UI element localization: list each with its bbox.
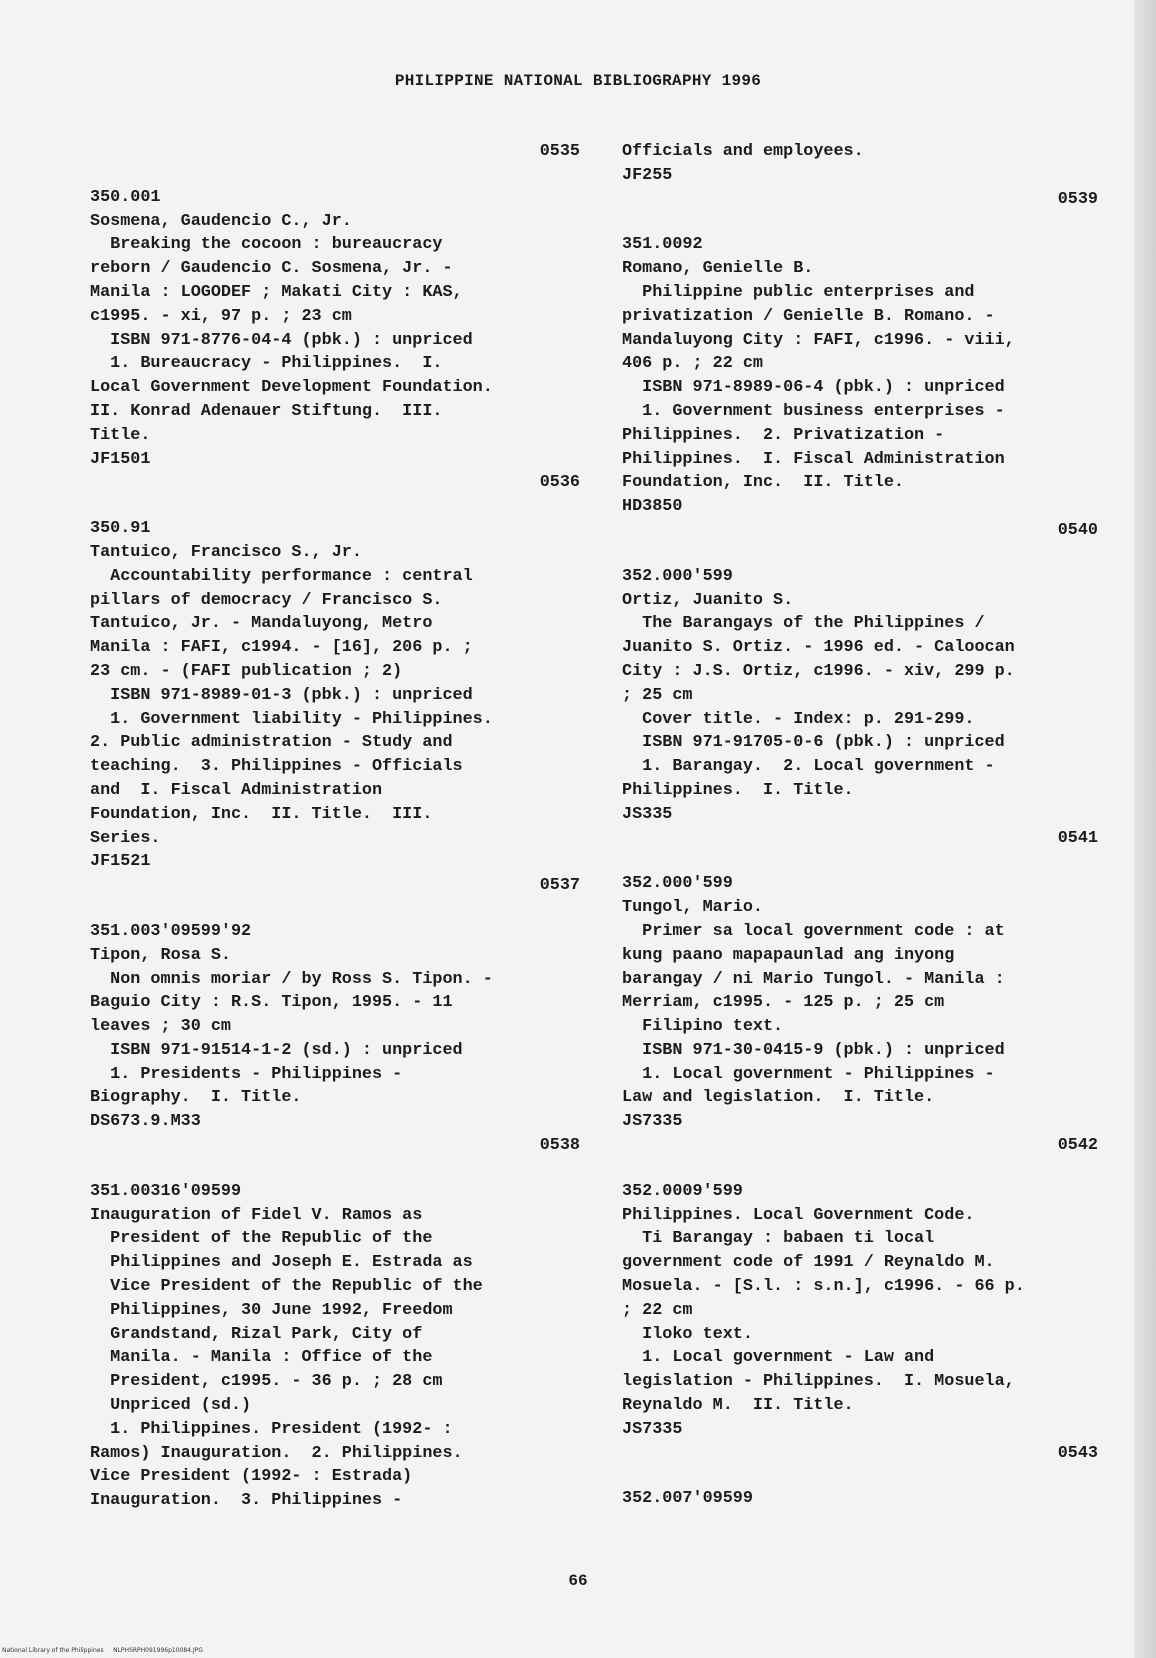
entry-line: Vice President of the Republic of the	[90, 1277, 483, 1297]
entry-number: 0540	[1057, 520, 1098, 540]
entry-line: 406 p. ; 22 cm	[622, 354, 763, 374]
entry-line: 1. Presidents - Philippines -	[90, 1064, 403, 1084]
entry-line: Manila : FAFI, c1994. - [16], 206 p. ;	[90, 638, 473, 658]
call-number: 352.000'599	[622, 566, 733, 586]
entry-line: JF1501	[90, 449, 151, 469]
entry-line: Philippines. I. Title.	[622, 780, 854, 800]
entry-number: 0541	[1057, 828, 1098, 848]
entry-line: Local Government Development Foundation.	[90, 378, 493, 398]
continued-line: JF255	[622, 165, 673, 185]
entry-line: HD3850	[622, 497, 683, 517]
entry-line: Title.	[90, 425, 151, 445]
entry-line: Manila. - Manila : Office of the	[90, 1348, 433, 1368]
entry-line: Tantuico, Francisco S., Jr.	[90, 542, 362, 562]
entry-line: Baguio City : R.S. Tipon, 1995. - 11	[90, 993, 453, 1013]
entry-line: 1. Barangay. 2. Local government -	[622, 757, 995, 777]
entry-line: 23 cm. - (FAFI publication ; 2)	[90, 661, 403, 681]
entry-line: Mandaluyong City : FAFI, c1996. - viii,	[622, 330, 1015, 350]
entry-line: Ramos) Inauguration. 2. Philippines.	[90, 1443, 463, 1463]
entry-line: reborn / Gaudencio C. Sosmena, Jr. -	[90, 259, 453, 279]
entry-line: Reynaldo M. II. Title.	[622, 1396, 854, 1416]
entry-number: 0535	[539, 142, 580, 161]
call-number: 352.000'599	[622, 874, 733, 894]
entry-line: Filipino text.	[622, 1017, 784, 1037]
scan-credit: National Library of the Philippines NLPHSRPH091996p10084.JPG	[2, 1647, 203, 1654]
entry-line: 2. Public administration - Study and	[90, 733, 453, 753]
entry-line: Philippines. Local Government Code.	[622, 1205, 975, 1225]
entry-line: government code of 1991 / Reynaldo M.	[622, 1253, 995, 1273]
entry-line: Sosmena, Gaudencio C., Jr.	[90, 211, 352, 231]
entry-line: c1995. - xi, 97 p. ; 23 cm	[90, 306, 352, 326]
entry-line: ISBN 971-91514-1-2 (sd.) : unpriced	[90, 1040, 463, 1060]
entry-number: 0543	[1057, 1443, 1098, 1463]
entry-line: City : J.S. Ortiz, c1996. - xiv, 299 p.	[622, 661, 1015, 681]
entry-line: Primer sa local government code : at	[622, 921, 1005, 941]
entry-line: Vice President (1992- : Estrada)	[90, 1467, 413, 1487]
entry-line: Foundation, Inc. II. Title. III.	[90, 804, 433, 824]
entry-line: pillars of democracy / Francisco S.	[90, 590, 443, 610]
entry-line: ISBN 971-30-0415-9 (pbk.) : unpriced	[622, 1040, 1005, 1060]
entry-line: DS673.9.M33	[90, 1112, 201, 1132]
entry-line: Romano, Genielle B.	[622, 259, 814, 279]
entry-line: ISBN 971-8989-01-3 (pbk.) : unpriced	[90, 685, 473, 705]
entry-line: 1. Local government - Law and	[622, 1348, 935, 1368]
entry-line: Philippines and Joseph E. Estrada as	[90, 1253, 473, 1273]
entry-line: JS7335	[622, 1419, 683, 1439]
continued-line: Officials and employees.	[622, 142, 864, 161]
entry-line: President, c1995. - 36 p. ; 28 cm	[90, 1372, 443, 1392]
entry-line: ISBN 971-8989-06-4 (pbk.) : unpriced	[622, 378, 1005, 398]
entry-line: Ti Barangay : babaen ti local	[622, 1229, 935, 1249]
entry-line: Series.	[90, 828, 161, 848]
entry-line: Tipon, Rosa S.	[90, 945, 231, 965]
entry-line: Tantuico, Jr. - Mandaluyong, Metro	[90, 614, 433, 634]
entry-line: legislation - Philippines. I. Mosuela,	[622, 1372, 1015, 1392]
entry-line: Biography. I. Title.	[90, 1088, 302, 1108]
entry-line: Non omnis moriar / by Ross S. Tipon. -	[90, 969, 493, 989]
entry-line: Iloko text.	[622, 1324, 753, 1344]
left-column	[90, 140, 580, 1513]
page-edge-shadow	[1134, 0, 1156, 1658]
entry-number: 0539	[1057, 189, 1098, 209]
entry-line: Accountability performance : central	[90, 566, 473, 586]
entry-line: Breaking the cocoon : bureaucracy	[90, 235, 443, 255]
entry-line: President of the Republic of the	[90, 1229, 433, 1249]
entry-line: Foundation, Inc. II. Title.	[622, 473, 904, 493]
entry-line: Inauguration. 3. Philippines -	[90, 1491, 403, 1511]
entry-line: and I. Fiscal Administration	[90, 780, 383, 800]
call-number: 350.001	[90, 187, 161, 207]
entry-line: barangay / ni Mario Tungol. - Manila :	[622, 969, 1005, 989]
entry-line: Philippines. I. Fiscal Administration	[622, 449, 1005, 469]
entry-number: 0536	[539, 473, 580, 493]
call-number: 352.007'09599	[622, 1489, 753, 1509]
page-number: 66	[568, 1572, 588, 1590]
entry-line: The Barangays of the Philippines /	[622, 614, 985, 634]
entry-line: kung paano mapapaunlad ang inyong	[622, 945, 955, 965]
entry-line: JS7335	[622, 1112, 683, 1132]
call-number: 350.91	[90, 519, 151, 539]
call-number: 351.003'09599'92	[90, 921, 252, 941]
entry-line: 1. Bureaucracy - Philippines. I.	[90, 354, 443, 374]
call-number: 351.0092	[622, 235, 703, 255]
entry-line: teaching. 3. Philippines - Officials	[90, 757, 463, 777]
entry-line: Tungol, Mario.	[622, 898, 763, 918]
entry-line: ; 22 cm	[622, 1300, 693, 1320]
entry-number: 0537	[539, 876, 580, 896]
entry-line: ; 25 cm	[622, 685, 693, 705]
entry-line: Ortiz, Juanito S.	[622, 590, 794, 610]
entry-line: JF1521	[90, 852, 151, 872]
entry-line: Juanito S. Ortiz. - 1996 ed. - Caloocan	[622, 638, 1015, 658]
call-number: 351.00316'09599	[90, 1181, 242, 1201]
entry-line: 1. Local government - Philippines -	[622, 1064, 995, 1084]
entry-line: Law and legislation. I. Title.	[622, 1088, 935, 1108]
entry-line: Grandstand, Rizal Park, City of	[90, 1324, 423, 1344]
entry-line: Philippine public enterprises and	[622, 282, 975, 302]
entry-line: Unpriced (sd.)	[90, 1396, 252, 1416]
entry-line: Merriam, c1995. - 125 p. ; 25 cm	[622, 993, 945, 1013]
entry-line: leaves ; 30 cm	[90, 1017, 231, 1037]
entry-line: Mosuela. - [S.l. : s.n.], c1996. - 66 p.	[622, 1277, 1025, 1297]
entry-line: 1. Government business enterprises -	[622, 401, 1005, 421]
entry-line: JS335	[622, 804, 673, 824]
entry-number: 0542	[1057, 1136, 1098, 1156]
entry-line: 1. Philippines. President (1992- :	[90, 1419, 453, 1439]
entry-line: Inauguration of Fidel V. Ramos as	[90, 1205, 423, 1225]
entry-line: Manila : LOGODEF ; Makati City : KAS,	[90, 282, 463, 302]
entry-line: Philippines, 30 June 1992, Freedom	[90, 1300, 453, 1320]
entry-line: II. Konrad Adenauer Stiftung. III.	[90, 401, 443, 421]
right-column	[622, 140, 1098, 1511]
call-number: 352.0009'599	[622, 1181, 743, 1201]
entry-line: Cover title. - Index: p. 291-299.	[622, 709, 975, 729]
entry-line: Philippines. 2. Privatization -	[622, 425, 945, 445]
entry-line: 1. Government liability - Philippines.	[90, 709, 493, 729]
page-title: PHILIPPINE NATIONAL BIBLIOGRAPHY 1996	[394, 72, 762, 90]
entry-line: ISBN 971-91705-0-6 (pbk.) : unpriced	[622, 733, 1005, 753]
entry-line: ISBN 971-8776-04-4 (pbk.) : unpriced	[90, 330, 473, 350]
entry-number: 0538	[539, 1136, 580, 1156]
entry-line: privatization / Genielle B. Romano. -	[622, 306, 995, 326]
